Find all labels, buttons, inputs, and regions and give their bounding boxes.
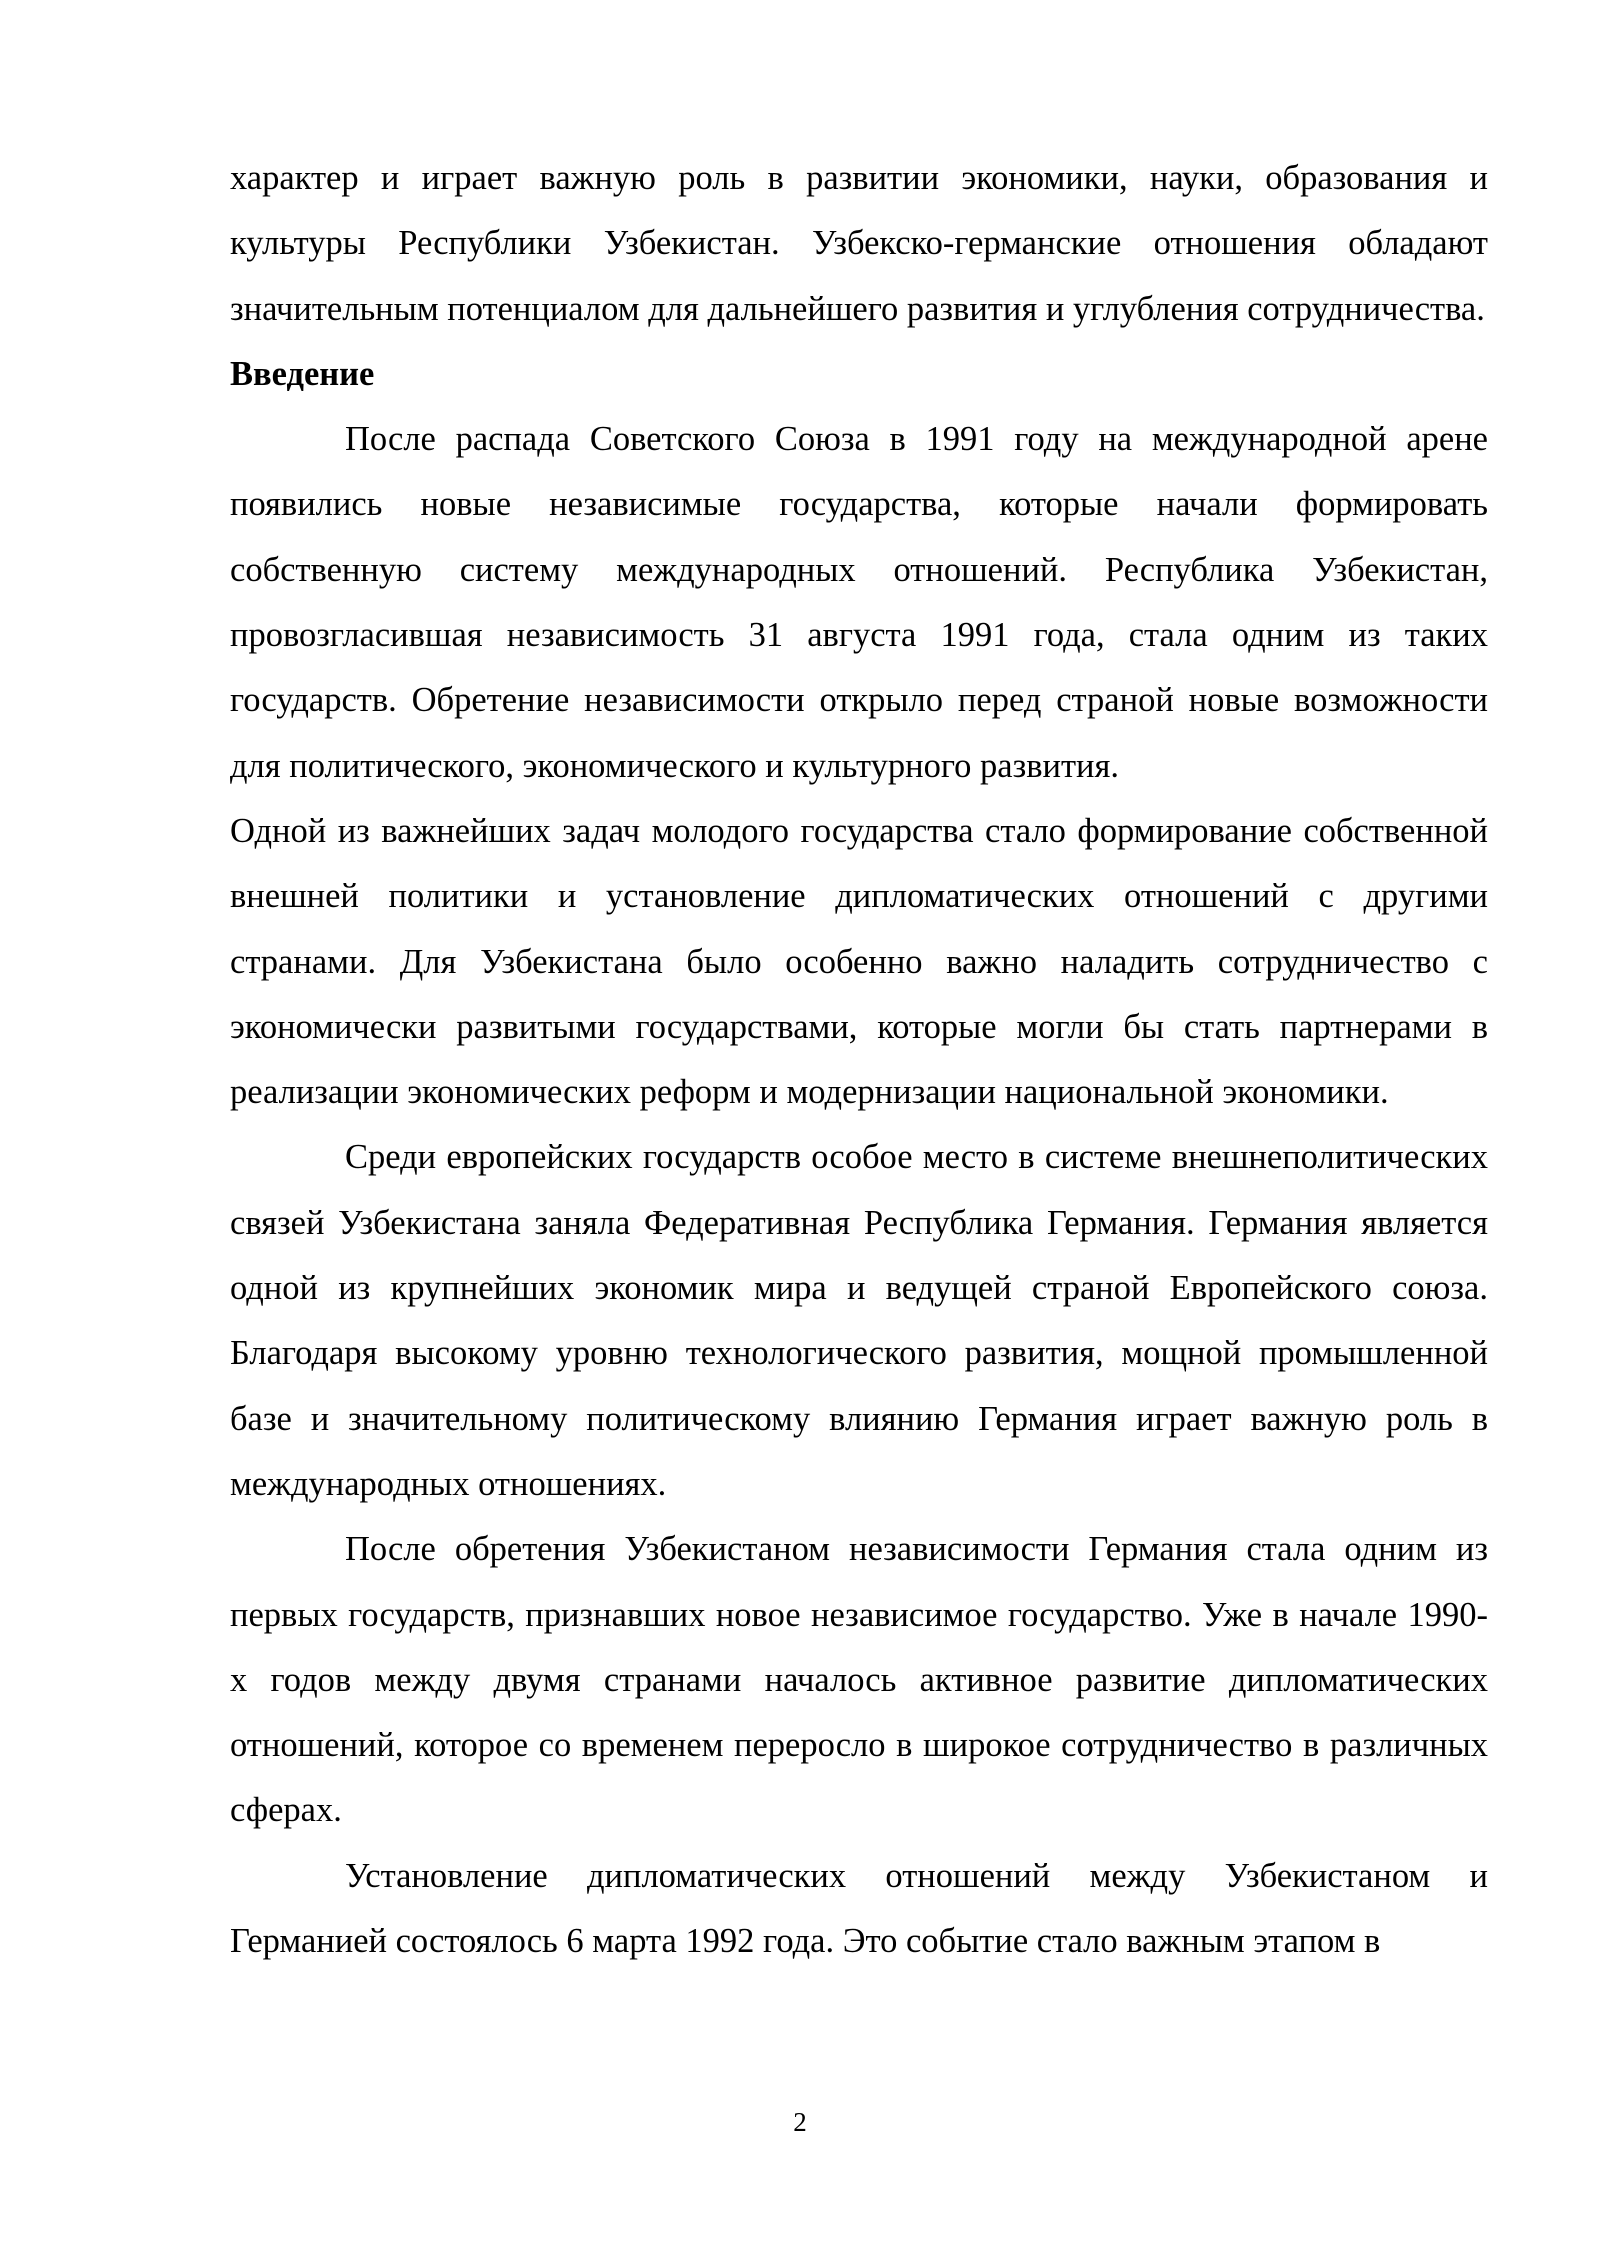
paragraph: Среди европейских государств особое место в системе внешнеполитических связей Узбекистана заняла Федеративная Республика Германия. Германия является одной из крупнейших экономик мира и ведущей страной Европейского союза. Благодаря высокому уровню технологического развития, мощной промышленной базе и значительному политическому влиянию Германия играет важную роль в международных отношениях. [230,1138,1488,1503]
paragraph: Установление дипломатических отношений между Узбекистаном и Германией состоялось 6 марта 1992 года. Это событие стало важным этапом в [230,1856,1488,1961]
paragraph: Одной из важнейших задач молодого государства стало формирование собственной внешней политики и установление дипломатических отношений с другими странами. Для Узбекистана было особенно важно наладить сотрудничество с экономически развитыми государствами, которые могли бы стать партнерами в реализации экономических реформ и модернизации национальной экономики. [230,811,1488,1112]
section-heading: Введение [230,354,375,393]
paragraph: После обретения Узбекистаном независимости Германия стала одним из первых государств, признавших новое независимое государство. Уже в начале 1990-х годов между двумя странами началось активное развитие дипломатических отношений, которое со временем переросло в широкое сотрудничество в различных сферах. [230,1530,1488,1830]
page-body [230,146,1488,1974]
paragraph: После распада Советского Союза в 1991 году на международной арене появились новые независимые государства, которые начали формировать собственную систему международных отношений. Республика Узбекистан, провозгласившая независимость 31 августа 1991 года, стала одним из таких государств. Обретение независимости открыло перед страной новые возможности для политического, экономического и культурного развития. [230,420,1488,785]
page-number: 2 [793,2107,807,2137]
paragraph-continuation: характер и играет важную роль в развитии экономики, науки, образования и культуры Республики Узбекистан. Узбекско-германские отношения обладают значительным потенциалом для дальнейшего развития и углубления сотрудничества. [230,159,1488,328]
